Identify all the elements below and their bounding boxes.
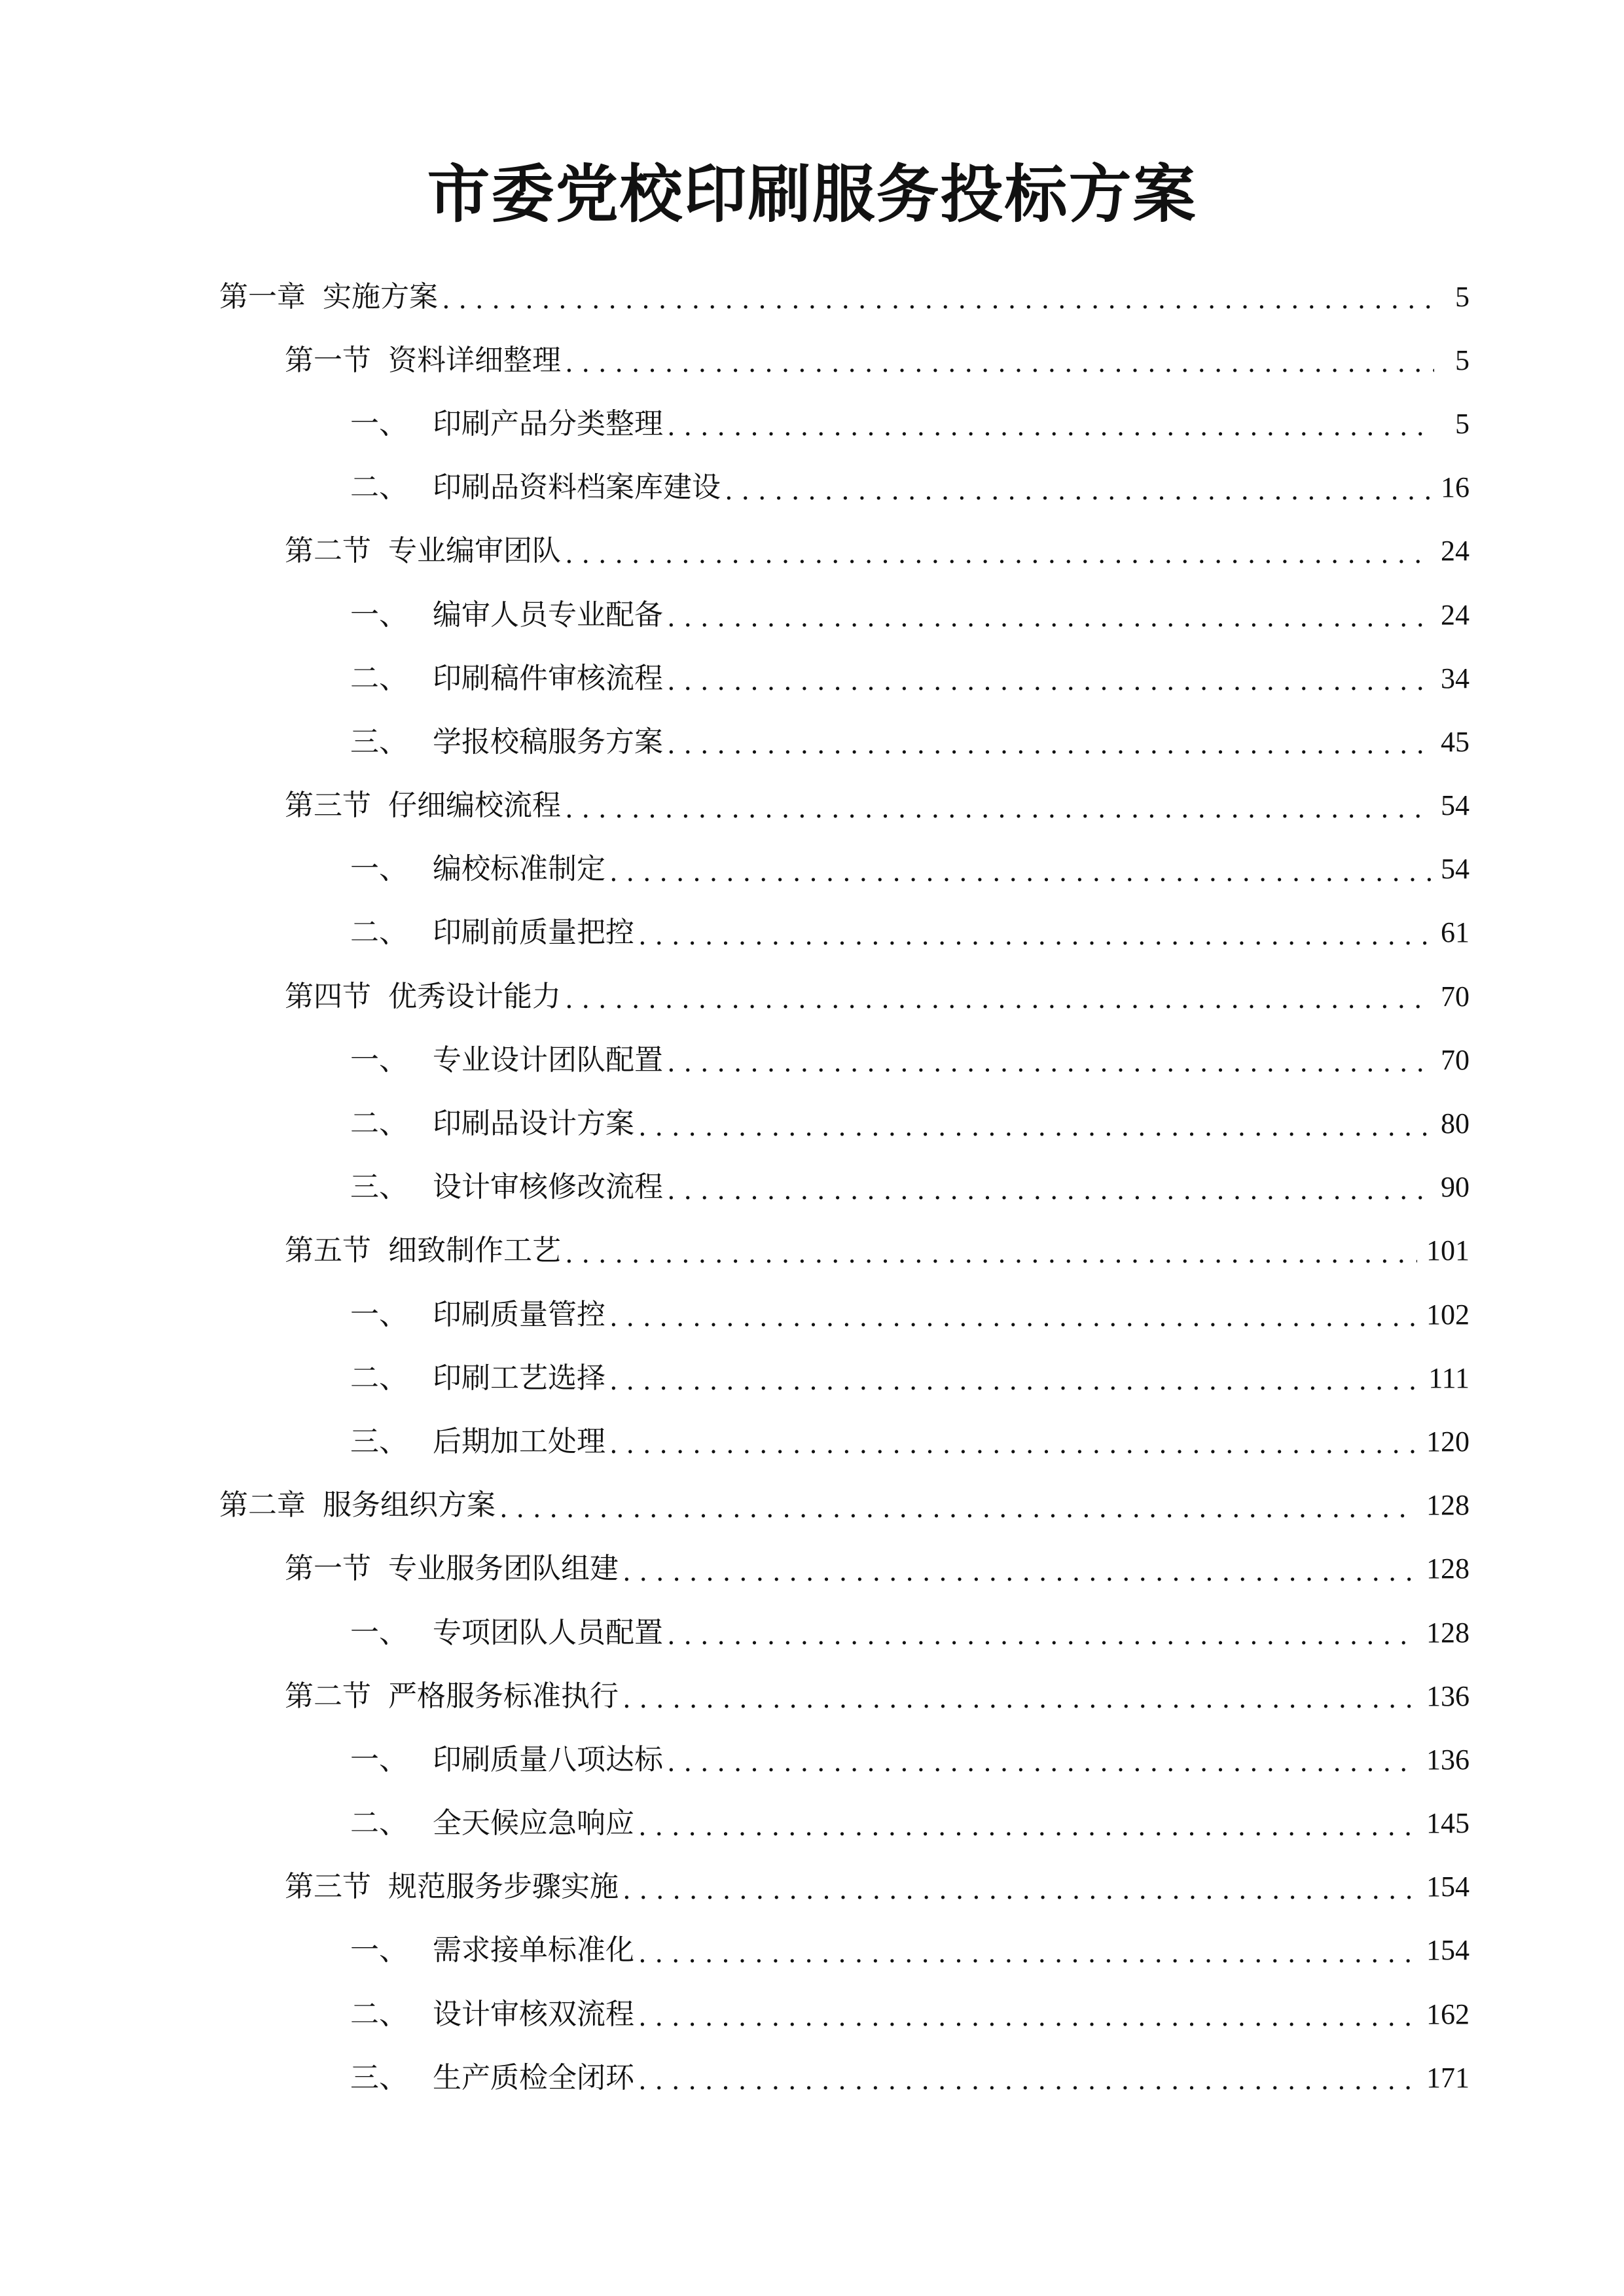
toc-dot-leader [565,789,1432,829]
toc-entry-title: 服务组织方案 [323,1488,496,1522]
toc-entry-title: 优秀设计能力 [388,979,561,1013]
toc-page-number: 111 [1428,1361,1470,1394]
toc-entry-title: 全天候应急响应 [433,1806,634,1840]
toc-dot-leader [623,1679,1417,1719]
toc-entry-number: 第二节 [285,534,371,568]
toc-chapter-entry[interactable] [219,265,1470,329]
toc-page-number: 128 [1426,1489,1470,1522]
toc-entry-number: 一、 [350,598,408,632]
toc-subsection-entry[interactable] [219,647,1470,710]
toc-dot-leader [725,471,1432,511]
toc-page-number: 70 [1441,980,1470,1013]
toc-entry-title: 学报校稿服务方案 [433,725,663,759]
toc-section-entry[interactable] [219,329,1470,392]
toc-page-number: 90 [1441,1171,1470,1204]
toc-entry-number: 一、 [350,1742,408,1776]
toc-entry-number: 第二章 [219,1488,306,1522]
toc-entry-title: 严格服务标准执行 [388,1679,619,1713]
toc-entry-title: 仔细编校流程 [388,789,561,823]
toc-page-number: 128 [1426,1616,1470,1649]
toc-entry-number: 一、 [350,1043,408,1077]
toc-dot-leader [667,1742,1417,1782]
toc-dot-leader [667,661,1432,701]
toc-entry-number: 一、 [350,1933,408,1967]
toc-entry-number: 三、 [350,2060,408,2094]
toc-subsection-entry[interactable] [219,1156,1470,1219]
toc-dot-leader [609,852,1432,892]
toc-entry-title: 实施方案 [323,279,438,314]
toc-entry-title: 生产质检全闭环 [433,2060,634,2094]
toc-subsection-entry[interactable] [219,583,1470,647]
toc-dot-leader [442,279,1434,319]
toc-dot-leader [667,1170,1432,1210]
toc-entry-number: 第三节 [285,789,371,823]
toc-entry-title: 印刷产品分类整理 [433,406,663,440]
toc-entry-number: 二、 [350,1806,408,1840]
toc-page-number: 45 [1441,725,1470,758]
toc-dot-leader [667,598,1432,637]
toc-page-number: 61 [1441,916,1470,949]
toc-page-number: 136 [1426,1679,1470,1712]
toc-page-number: 34 [1441,662,1470,694]
toc-subsection-entry[interactable] [219,392,1470,456]
toc-dot-leader [667,406,1434,446]
toc-page-number: 120 [1426,1425,1470,1458]
toc-entry-title: 需求接单标准化 [433,1933,634,1967]
toc-subsection-entry[interactable] [219,1092,1470,1155]
toc-subsection-entry[interactable] [219,1028,1470,1092]
toc-entry-number: 一、 [350,852,408,886]
toc-dot-leader [609,1361,1419,1401]
document-title: 市委党校印刷服务投标方案 [427,157,1197,231]
toc-dot-leader [565,979,1432,1019]
toc-entry-number: 一、 [350,406,408,440]
toc-dot-leader [565,534,1432,574]
toc-section-entry[interactable] [219,1664,1470,1728]
toc-entry-title: 印刷质量管控 [433,1297,605,1331]
toc-dot-leader [609,1424,1417,1464]
toc-dot-leader [623,1870,1417,1910]
toc-entry-number: 第五节 [285,1234,371,1268]
toc-entry-number: 二、 [350,916,408,950]
toc-entry-number: 第二节 [285,1679,371,1713]
toc-entry-title: 专业设计团队配置 [433,1043,663,1077]
toc-page-number: 154 [1426,1871,1470,1903]
toc-dot-leader [565,1234,1417,1274]
toc-chapter-entry[interactable] [219,1474,1470,1537]
table-of-contents [219,265,1470,2109]
toc-page-number: 136 [1426,1743,1470,1776]
toc-dot-leader [667,725,1432,764]
toc-page-number: 154 [1426,1934,1470,1967]
toc-page-number: 102 [1426,1298,1470,1331]
toc-section-entry[interactable] [219,1219,1470,1283]
toc-page-number: 101 [1426,1234,1470,1267]
toc-subsection-entry[interactable] [219,1792,1470,1856]
toc-subsection-entry[interactable] [219,1728,1470,1791]
toc-entry-number: 第一章 [219,279,306,314]
toc-entry-title: 印刷工艺选择 [433,1361,605,1395]
toc-dot-leader [609,1297,1417,1337]
toc-entry-title: 印刷前质量把控 [433,916,634,950]
toc-subsection-entry[interactable] [219,2046,1470,2109]
toc-page-number: 5 [1455,280,1470,313]
toc-entry-title: 专项团队人员配置 [433,1615,663,1649]
toc-dot-leader [638,2060,1417,2100]
toc-subsection-entry[interactable] [219,901,1470,965]
toc-entry-number: 三、 [350,1424,408,1458]
toc-subsection-entry[interactable] [219,1982,1470,2046]
toc-entry-number: 三、 [350,1170,408,1204]
toc-subsection-entry[interactable] [219,1601,1470,1664]
toc-entry-number: 第三节 [285,1870,371,1904]
toc-entry-number: 第一节 [285,1552,371,1586]
toc-dot-leader [638,1997,1417,2037]
toc-entry-title: 专业编审团队 [388,534,561,568]
toc-section-entry[interactable] [219,520,1470,583]
toc-subsection-entry[interactable] [219,1410,1470,1473]
toc-entry-title: 规范服务步骤实施 [388,1870,619,1904]
toc-page-number: 24 [1441,598,1470,631]
toc-section-entry[interactable] [219,1856,1470,1919]
toc-page-number: 54 [1441,789,1470,822]
toc-page-number: 5 [1455,344,1470,376]
toc-page-number: 145 [1426,1807,1470,1840]
toc-entry-title: 印刷品设计方案 [433,1107,634,1141]
toc-page-number: 70 [1441,1043,1470,1076]
toc-entry-title: 后期加工处理 [433,1424,605,1458]
toc-entry-title: 设计审核双流程 [433,1997,634,2031]
toc-subsection-entry[interactable] [219,456,1470,520]
toc-entry-number: 二、 [350,1997,408,2031]
toc-page-number: 24 [1441,535,1470,567]
toc-entry-title: 印刷品资料档案库建设 [433,471,721,505]
toc-entry-title: 资料详细整理 [388,343,561,377]
toc-page-number: 80 [1441,1107,1470,1140]
toc-entry-number: 一、 [350,1615,408,1649]
toc-entry-title: 印刷稿件审核流程 [433,661,663,695]
toc-dot-leader [623,1552,1417,1592]
toc-subsection-entry[interactable] [219,838,1470,901]
toc-page-number: 16 [1441,471,1470,504]
toc-section-entry[interactable] [219,965,1470,1028]
toc-entry-title: 设计审核修改流程 [433,1170,663,1204]
toc-dot-leader [667,1615,1417,1655]
toc-section-entry[interactable] [219,774,1470,838]
toc-entry-number: 第一节 [285,343,371,377]
toc-page-number: 128 [1426,1552,1470,1585]
toc-dot-leader [638,1933,1417,1973]
toc-page-number: 5 [1455,407,1470,440]
toc-entry-number: 二、 [350,1107,408,1141]
toc-entry-title: 编审人员专业配备 [433,598,663,632]
toc-page-number: 54 [1441,853,1470,886]
toc-entry-number: 三、 [350,725,408,759]
toc-entry-number: 二、 [350,1361,408,1395]
toc-page-number: 171 [1426,2061,1470,2094]
toc-entry-title: 印刷质量八项达标 [433,1742,663,1776]
toc-section-entry[interactable] [219,1537,1470,1601]
toc-dot-leader [667,1043,1432,1083]
toc-entry-title: 细致制作工艺 [388,1234,561,1268]
toc-subsection-entry[interactable] [219,1283,1470,1346]
toc-entry-number: 一、 [350,1297,408,1331]
toc-dot-leader [499,1488,1417,1528]
toc-entry-number: 二、 [350,471,408,505]
toc-entry-number: 二、 [350,661,408,695]
toc-subsection-entry[interactable] [219,710,1470,774]
toc-page-number: 162 [1426,1998,1470,2030]
toc-dot-leader [565,343,1434,383]
toc-entry-title: 专业服务团队组建 [388,1552,619,1586]
toc-entry-number: 第四节 [285,979,371,1013]
toc-entry-title: 编校标准制定 [433,852,605,886]
toc-dot-leader [638,1806,1417,1846]
toc-subsection-entry[interactable] [219,1919,1470,1982]
toc-dot-leader [638,916,1432,956]
toc-subsection-entry[interactable] [219,1346,1470,1410]
toc-dot-leader [638,1107,1432,1147]
